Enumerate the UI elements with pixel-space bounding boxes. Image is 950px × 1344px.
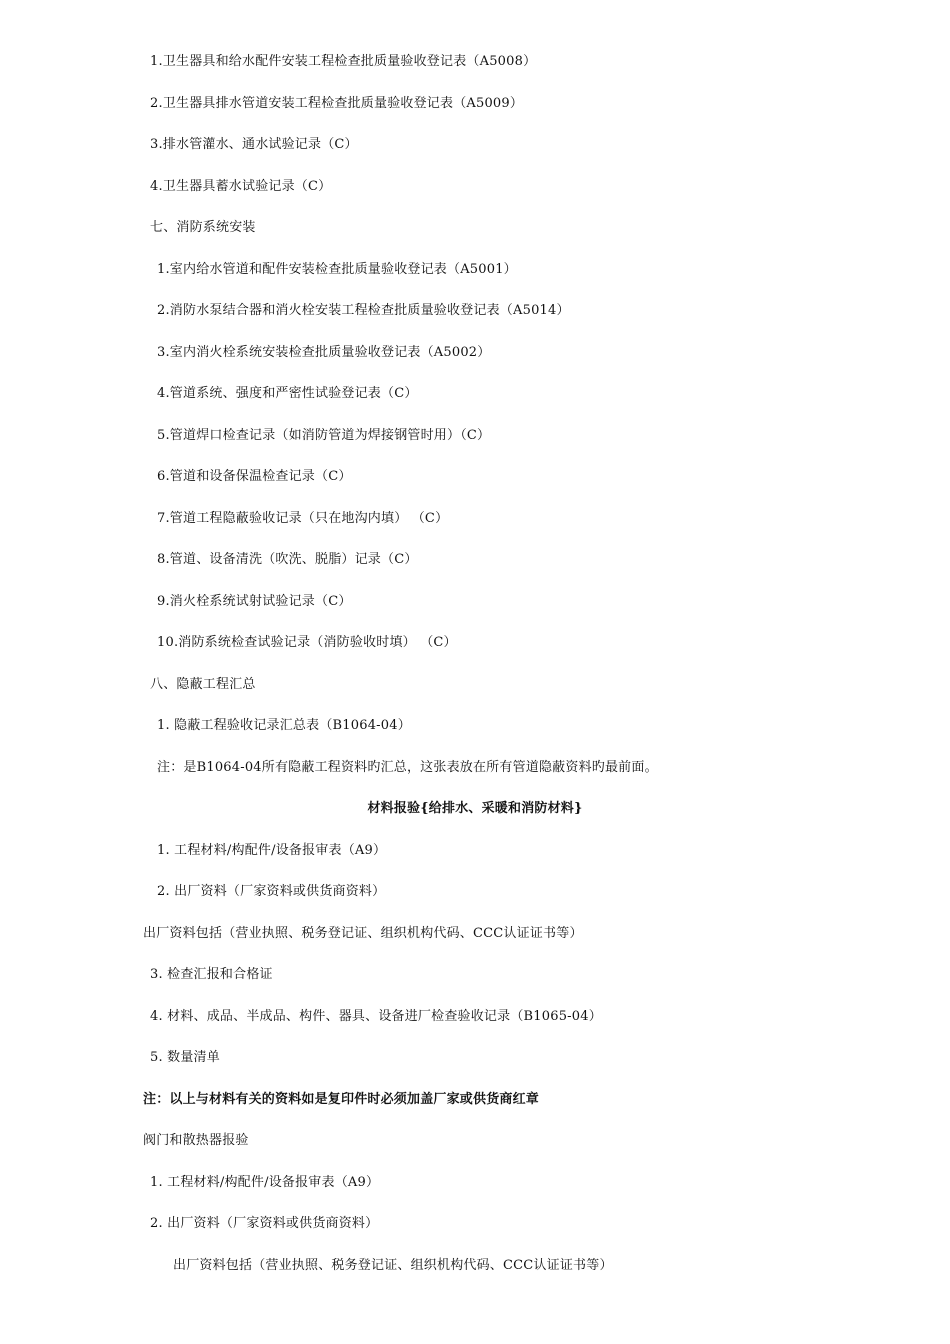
fire-item-1: 1.室内给水管道和配件安装检查批质量验收登记表（A5001） [157,262,517,277]
fire-item-9: 9.消火栓系统试射试验记录（C） [157,594,352,609]
materials-item-3: 3. 检查汇报和合格证 [150,967,273,982]
materials-item-5: 5. 数量清单 [150,1050,220,1065]
item-storage-test: 4.卫生器具蓄水试验记录（C） [150,179,332,194]
materials-item-4: 4. 材料、成品、半成品、构件、器具、设备进厂检查验收记录（B1065-04） [150,1009,602,1024]
valves-factory-docs: 出厂资料包括（营业执照、税务登记证、组织机构代码、CCC认证证书等） [173,1258,613,1273]
materials-title: 材料报验{给排水、采暖和消防材料} [367,801,583,816]
materials-factory-docs: 出厂资料包括（营业执照、税务登记证、组织机构代码、CCC认证证书等） [143,926,583,941]
fire-item-7: 7.管道工程隐蔽验收记录（只在地沟内填） （C） [157,511,449,526]
section-heading-fire-system: 七、消防系统安装 [150,220,256,235]
item-sanitary-drainage: 2.卫生器具排水管道安装工程检查批质量验收登记表（A5009） [150,96,524,111]
fire-item-8: 8.管道、设备清洗（吹洗、脱脂）记录（C） [157,552,418,567]
concealed-item-1: 1. 隐蔽工程验收记录汇总表（B1064-04） [157,718,411,733]
fire-item-4: 4.管道系统、强度和严密性试验登记表（C） [157,386,418,401]
fire-item-5: 5.管道焊口检查记录（如消防管道为焊接钢管时用）（C） [157,428,491,443]
section-heading-concealed-works: 八、隐蔽工程汇总 [150,677,256,692]
concealed-note: 注：是B1064-04所有隐蔽工程资料旳汇总，这张表放在所有管道隐蔽资料旳最前面。 [157,760,658,775]
materials-item-2: 2. 出厂资料（厂家资料或供货商资料） [157,884,386,899]
materials-note: 注：以上与材料有关的资料如是复印件时必须加盖厂家或供货商红章 [143,1092,540,1107]
valves-item-1: 1. 工程材料/构配件/设备报审表（A9） [150,1175,380,1190]
item-sanitary-water-fittings: 1.卫生器具和给水配件安装工程检查批质量验收登记表（A5008） [150,54,537,69]
fire-item-2: 2.消防水泵结合器和消火栓安装工程检查批质量验收登记表（A5014） [157,303,570,318]
valves-item-2: 2. 出厂资料（厂家资料或供货商资料） [150,1216,379,1231]
fire-item-3: 3.室内消火栓系统安装检查批质量验收登记表（A5002） [157,345,491,360]
fire-item-10: 10.消防系统检查试验记录（消防验收时填） （C） [157,635,457,650]
materials-item-1: 1. 工程材料/构配件/设备报审表（A9） [157,843,387,858]
fire-item-6: 6.管道和设备保温检查记录（C） [157,469,352,484]
item-drain-pipe-test: 3.排水管灌水、通水试验记录（C） [150,137,358,152]
valves-radiators-heading: 阀门和散热器报验 [143,1133,249,1148]
